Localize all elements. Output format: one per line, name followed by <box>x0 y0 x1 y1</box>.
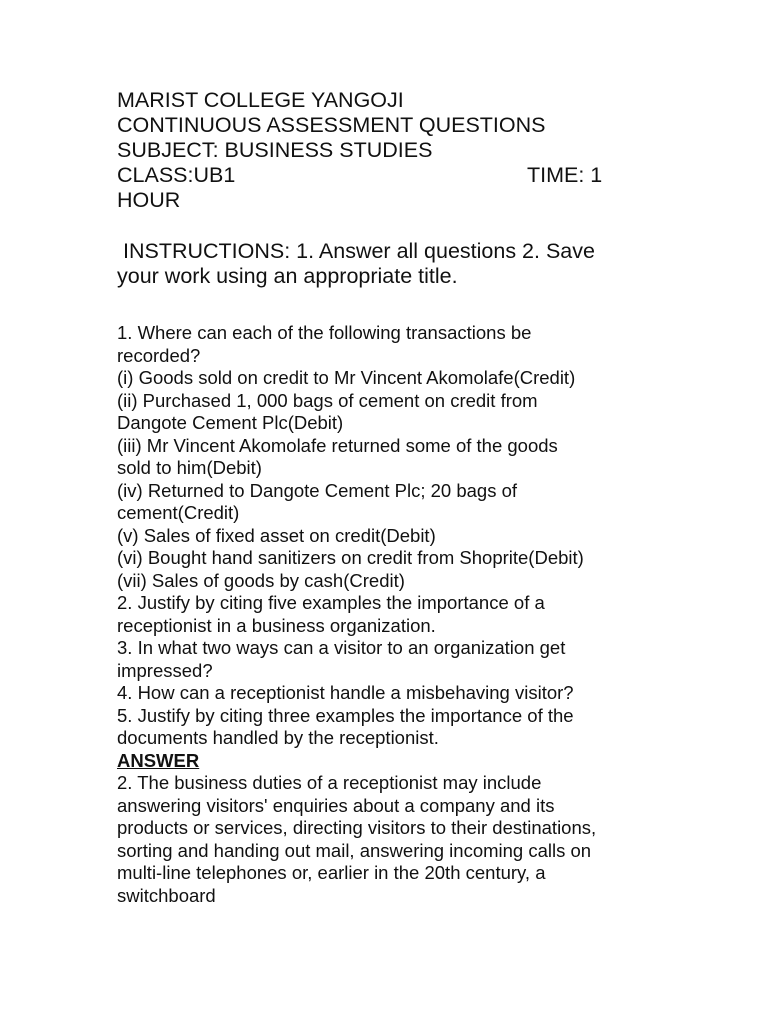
question-line: (v) Sales of fixed asset on credit(Debit) <box>117 524 436 546</box>
answer-line: sorting and handing out mail, answering incoming calls on <box>117 839 592 861</box>
question-line: cement(Credit) <box>117 502 240 523</box>
instructions-line-2: your work using an appropriate title. <box>117 264 458 288</box>
answer-line: multi-line telephones or, earlier in the 20th century, a <box>117 862 546 883</box>
question-line: (ii) Purchased 1, 000 bags of cement on credit from <box>117 389 538 411</box>
question-line: impressed? <box>117 659 213 681</box>
question-line: sold to him(Debit) <box>117 457 262 478</box>
subject-line: SUBJECT: BUSINESS STUDIES <box>117 138 433 162</box>
instructions <box>117 239 677 289</box>
question-line: 1. Where can each of the following transactions be <box>117 322 532 343</box>
answer-line: answering visitors' enquiries about a company and its <box>117 794 555 816</box>
question-line: 4. How can a receptionist handle a misbehaving visitor? <box>117 682 574 703</box>
questions-list <box>117 322 677 750</box>
question-line: receptionist in a business organization. <box>117 614 436 636</box>
document-header <box>117 88 717 213</box>
answer-heading: ANSWER <box>117 749 200 771</box>
time-label: TIME: 1 <box>527 163 603 187</box>
question-line: 2. Justify by citing five examples the importance of a <box>117 592 545 613</box>
time-unit: HOUR <box>117 188 181 212</box>
class-label: CLASS:UB1 <box>117 163 236 187</box>
answer-line: products or services, directing visitors to their destinations, <box>117 817 597 838</box>
question-line: (i) Goods sold on credit to Mr Vincent Akomolafe(Credit) <box>117 367 576 388</box>
assessment-title: CONTINUOUS ASSESSMENT QUESTIONS <box>117 113 546 137</box>
question-line: (iii) Mr Vincent Akomolafe returned some of the goods <box>117 434 558 456</box>
question-line: 3. In what two ways can a visitor to an organization get <box>117 637 566 658</box>
instructions-line-1: INSTRUCTIONS: 1. Answer all questions 2. Save <box>117 239 595 263</box>
answer-line: 2. The business duties of a receptionist may include <box>117 772 542 793</box>
question-line: recorded? <box>117 344 201 366</box>
question-line: (vii) Sales of goods by cash(Credit) <box>117 569 405 591</box>
question-line: 5. Justify by citing three examples the importance of the <box>117 704 574 726</box>
question-line: Dangote Cement Plc(Debit) <box>117 412 344 433</box>
question-line: (iv) Returned to Dangote Cement Plc; 20 bags of <box>117 479 518 501</box>
question-line: documents handled by the receptionist. <box>117 727 439 748</box>
school-name: MARIST COLLEGE YANGOJI <box>117 88 404 112</box>
class-time-row <box>117 163 717 188</box>
question-line: (vi) Bought hand sanitizers on credit from Shoprite(Debit) <box>117 547 584 568</box>
answer-text <box>117 772 677 907</box>
answer-line: switchboard <box>117 884 216 906</box>
document-body <box>117 322 677 907</box>
